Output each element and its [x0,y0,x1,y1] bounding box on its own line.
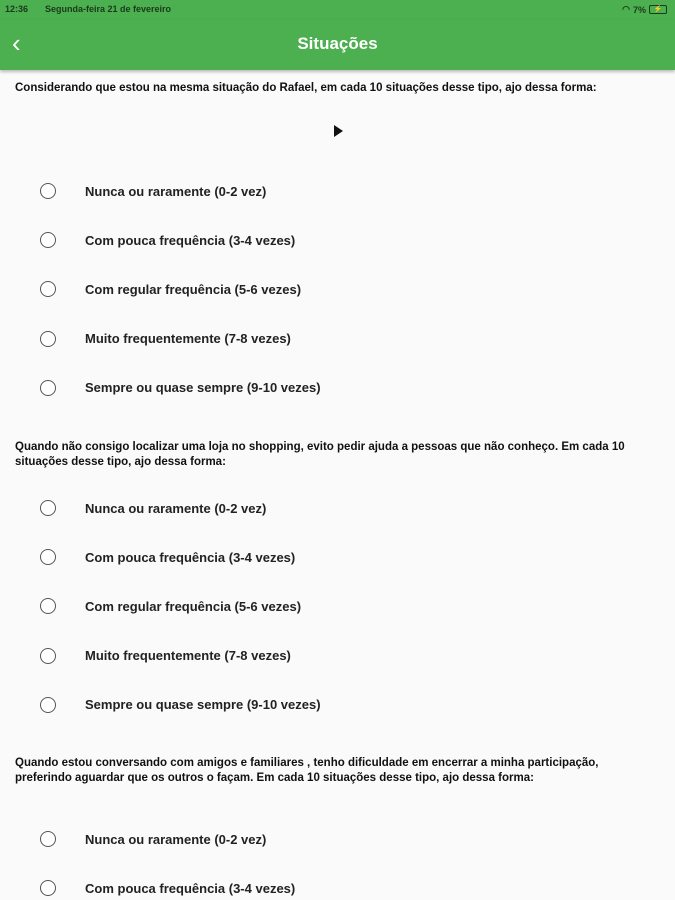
radio-option-label: Com pouca frequência (3-4 vezes) [85,232,296,248]
question-text: Considerando que estou na mesma situação do Rafael, em cada 10 situações desse tipo, ajo dessa forma: [15,82,597,94]
radio-option-label: Com pouca frequência (3-4 vezes) [85,549,296,565]
radio-option-label: Com pouca frequência (3-4 vezes) [85,880,296,896]
app-header [0,20,675,70]
radio-button[interactable] [40,232,56,248]
status-time: 12:36 [5,4,29,14]
radio-button[interactable] [40,380,56,396]
question-text: Quando não consigo localizar uma loja no shopping, evito pedir ajuda a pessoas que não conheço. Em cada 10 situações desse tipo, ajo dessa forma: [15,441,625,468]
radio-option-label: Nunca ou raramente (0-2 vez) [85,183,267,199]
radio-option[interactable] [40,181,266,201]
radio-option[interactable] [40,829,266,849]
status-bar [0,0,675,20]
radio-button[interactable] [40,281,56,297]
radio-option-label: Muito frequentemente (7-8 vezes) [85,331,291,347]
radio-button[interactable] [40,500,56,516]
question-text: Quando estou conversando com amigos e familiares , tenho dificuldade em encerrar a minha participação, preferindo aguardar que os outros o façam. Em cada 10 situações desse tipo, ajo dessa forma: [15,757,599,784]
radio-option-label: Nunca ou raramente (0-2 vez) [85,831,267,847]
radio-option[interactable] [40,279,301,299]
radio-option-label: Nunca ou raramente (0-2 vez) [85,500,267,516]
radio-option-label: Com regular frequência (5-6 vezes) [85,281,302,297]
radio-option-label: Sempre ou quase sempre (9-10 vezes) [85,697,321,713]
radio-option[interactable] [40,498,266,518]
play-icon[interactable] [334,125,343,137]
radio-button[interactable] [40,183,56,199]
radio-button[interactable] [40,697,56,713]
radio-button[interactable] [40,880,56,896]
radio-option-label: Muito frequentemente (7-8 vezes) [85,648,291,664]
radio-option[interactable] [40,695,321,715]
radio-option[interactable] [40,596,301,616]
radio-option[interactable] [40,378,321,398]
radio-button[interactable] [40,831,56,847]
radio-button[interactable] [40,648,56,664]
radio-button[interactable] [40,331,56,347]
battery-percent: 7% [632,4,646,15]
page-title: Situações [297,34,378,53]
radio-option[interactable] [40,329,291,349]
radio-option-label: Sempre ou quase sempre (9-10 vezes) [85,380,321,396]
battery-charging-icon: ⚡ [649,5,667,14]
radio-option[interactable] [40,230,295,250]
radio-button[interactable] [40,598,56,614]
radio-option-label: Com regular frequência (5-6 vezes) [85,598,302,614]
radio-button[interactable] [40,549,56,565]
back-button[interactable]: ‹ [12,28,21,58]
radio-option[interactable] [40,878,295,898]
wifi-icon: ◠ [622,4,630,14]
radio-option[interactable] [40,646,291,666]
status-date: Segunda-feira 21 de fevereiro [45,4,172,14]
radio-option[interactable] [40,547,295,567]
